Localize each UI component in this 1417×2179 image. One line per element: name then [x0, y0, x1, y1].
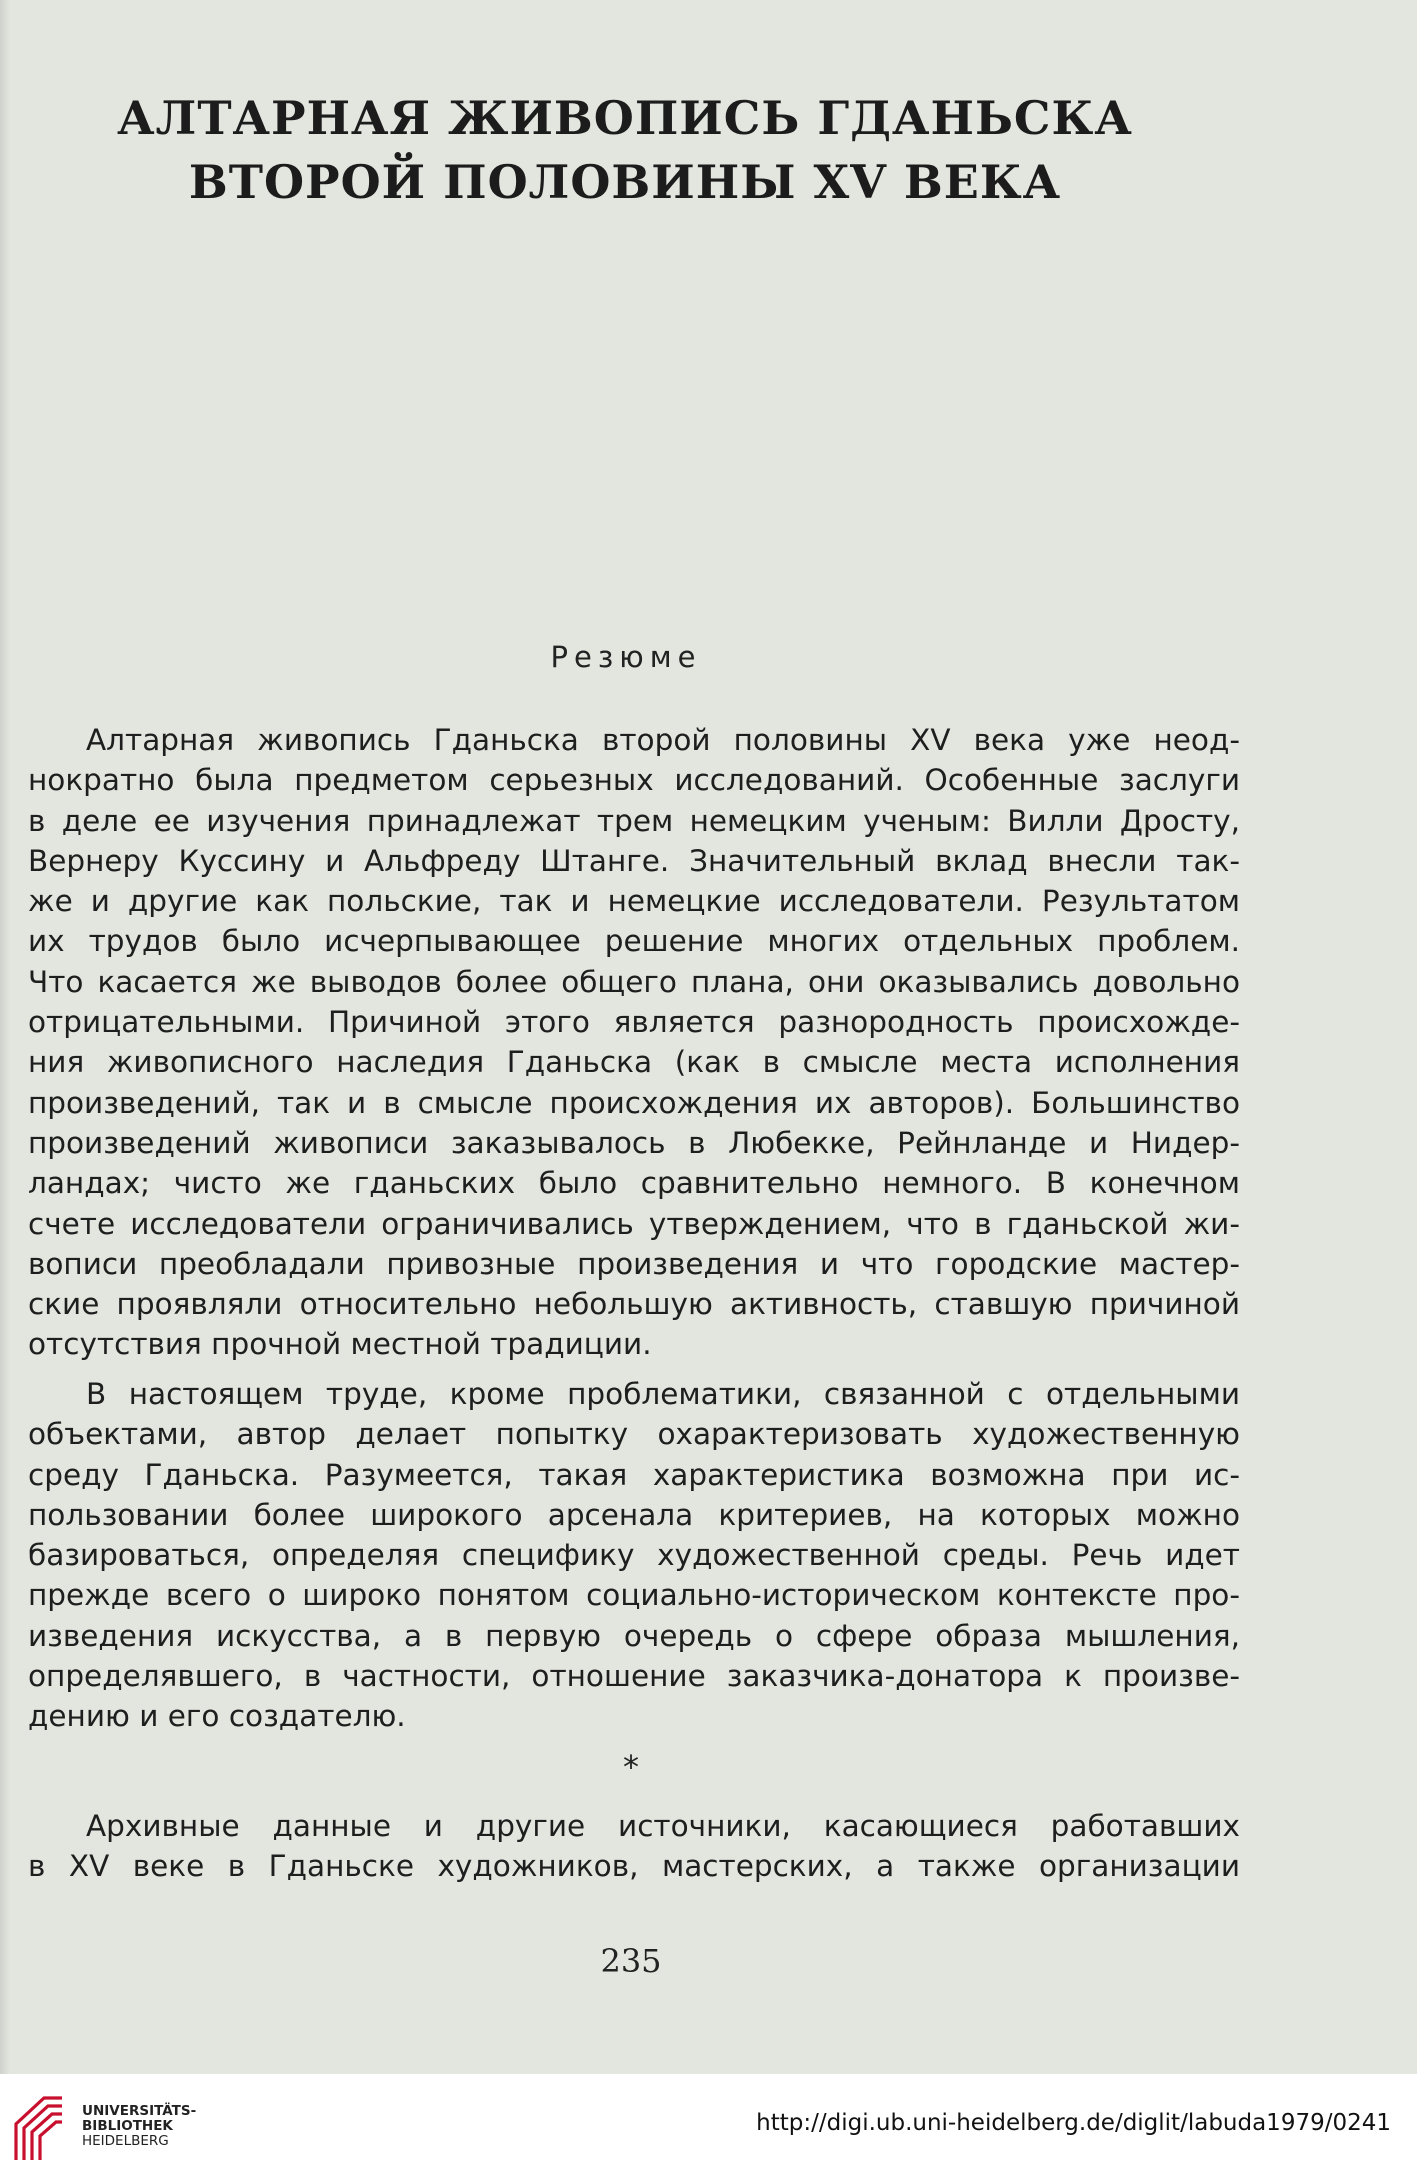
- library-name-line-2: BIBLIOTHEK: [82, 2118, 173, 2134]
- text-line: произведений, так и в смысле происхождения их авторов). Большинство: [28, 1085, 1240, 1120]
- text-line: определявшего, в частности, отношение заказчика-донатора к произве-: [28, 1659, 1240, 1694]
- text-line: отсутствия прочной местной традиции.: [28, 1327, 652, 1362]
- paragraph-1: [28, 720, 1240, 1365]
- text-line: в XV веке в Гданьске художников, мастерских, а также организации: [28, 1849, 1240, 1884]
- library-name: [82, 2104, 196, 2149]
- text-line: изведения искусства, а в первую очередь о сфере образа мышления,: [28, 1618, 1240, 1653]
- text-line: дению и его создателю.: [28, 1699, 406, 1734]
- title-line-2: ВТОРОЙ ПОЛОВИНЫ XV ВЕКА: [188, 155, 1062, 209]
- library-name-line-1: UNIVERSITÄTS-: [82, 2103, 197, 2119]
- source-url-link[interactable]: http://digi.ub.uni-heidelberg.de/diglit/labuda1979/0241: [756, 2110, 1391, 2136]
- text-line: нократно была предметом серьезных исследований. Особенные заслуги: [28, 763, 1240, 798]
- text-line: прежде всего о широко понятом социально-историческом контексте про-: [28, 1578, 1240, 1613]
- text-line: пользовании более широкого арсенала критериев, на которых можно: [28, 1497, 1240, 1532]
- text-line: Что касается же выводов более общего плана, они оказывались довольно: [28, 964, 1240, 999]
- text-line: их трудов было исчерпывающее решение многих отдельных проблем.: [28, 924, 1240, 959]
- text-line: ландах; чисто же гданьских было сравнительно немного. В конечном: [28, 1166, 1240, 1201]
- text-line: в деле ее изучения принадлежат трем немецким ученым: Вилли Дросту,: [28, 803, 1240, 838]
- text-line: ния живописного наследия Гданьска (как в смысле места исполнения: [28, 1045, 1240, 1080]
- text-line: базироваться, определяя специфику художественной среды. Речь идет: [28, 1538, 1240, 1573]
- text-line: Архивные данные и другие источники, касающиеся работавших: [86, 1809, 1240, 1843]
- text-line: Вернеру Куссину и Альфреду Штанге. Значительный вклад внесли так-: [28, 843, 1240, 878]
- title-line-1: АЛТАРНАЯ ЖИВОПИСЬ ГДАНЬСКА: [117, 91, 1133, 145]
- page-title: [0, 86, 1250, 214]
- library-logo-icon: [10, 2090, 70, 2168]
- section-separator: *: [623, 1748, 639, 1786]
- section-heading: Резюме: [550, 640, 702, 674]
- paragraph-2: [28, 1374, 1240, 1737]
- library-name-line-3: HEIDELBERG: [82, 2133, 169, 2149]
- text-line: же и другие как польские, так и немецкие исследователи. Результатом: [28, 884, 1240, 919]
- text-line: среду Гданьска. Разумеется, такая характеристика возможна при ис-: [28, 1457, 1240, 1492]
- text-line: объектами, автор делает попытку охарактеризовать художественную: [28, 1417, 1240, 1452]
- text-line: В настоящем труде, кроме проблематики, связанной с отдельными: [86, 1377, 1240, 1411]
- paragraph-3: [28, 1806, 1240, 1887]
- text-line: отрицательными. Причиной этого является разнородность происхожде-: [28, 1005, 1240, 1040]
- text-line: Алтарная живопись Гданьска второй половины XV века уже неод-: [86, 723, 1240, 757]
- page-number: 235: [600, 1942, 662, 1980]
- text-line: произведений живописи заказывалось в Любекке, Рейнланде и Нидер-: [28, 1125, 1240, 1160]
- text-line: ские проявляли относительно небольшую активность, ставшую причиной: [28, 1287, 1240, 1322]
- footer-bar: [0, 2074, 1417, 2179]
- text-line: вописи преобладали привозные произведения и что городские мастер-: [28, 1246, 1240, 1281]
- text-line: счете исследователи ограничивались утверждением, что в гданьской жи-: [28, 1206, 1240, 1241]
